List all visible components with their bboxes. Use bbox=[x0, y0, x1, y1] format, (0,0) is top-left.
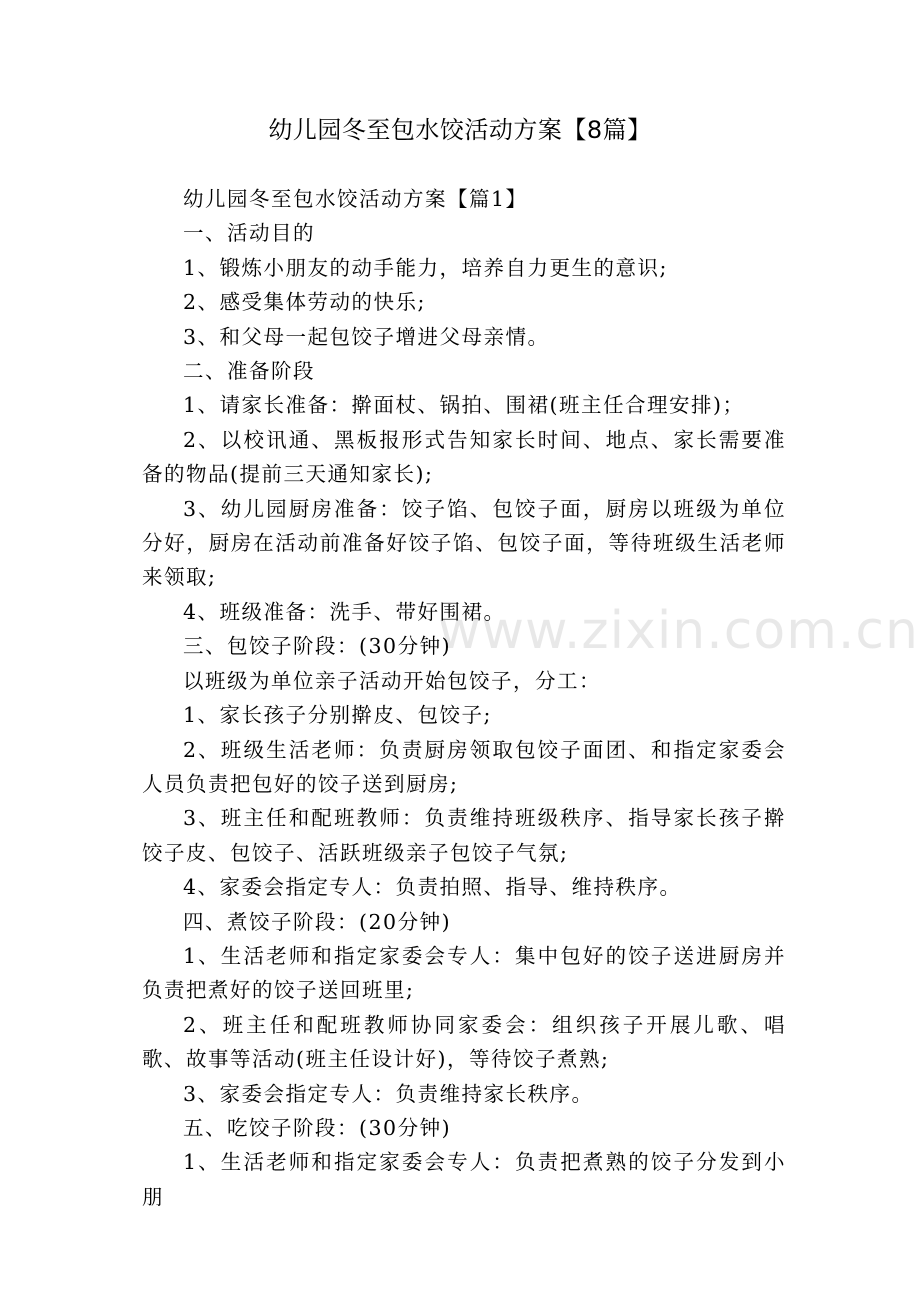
list-item: 3、班主任和配班教师：负责维持班级秩序、指导家长孩子擀饺子皮、包饺子、活跃班级亲子包饺子气氛; bbox=[142, 806, 786, 865]
list-item: 1、家长孩子分别擀皮、包饺子; bbox=[183, 703, 492, 728]
list-item: 1、请家长准备：擀面杖、锅拍、围裙(班主任合理安排)； bbox=[183, 393, 745, 418]
list-item: 2、班主任和配班教师协同家委会：组织孩子开展儿歌、唱歌、故事等活动(班主任设计好)，等待饺子煮熟; bbox=[142, 1012, 786, 1072]
list-item: 2、感受集体劳动的快乐; bbox=[183, 290, 426, 315]
document-body bbox=[142, 182, 786, 1214]
section-heading: 四、煮饺子阶段：(20分钟) bbox=[183, 909, 452, 934]
section-heading: 幼儿园冬至包水饺活动方案【篇1】 bbox=[183, 187, 528, 211]
section-heading: 一、活动目的 bbox=[183, 221, 315, 246]
paragraph: 以班级为单位亲子活动开始包饺子，分工： bbox=[183, 668, 601, 693]
list-item: 1、锻炼小朋友的动手能力，培养自力更生的意识; bbox=[183, 255, 668, 280]
watermark: www.zixin.com.cn bbox=[438, 601, 919, 661]
list-item: 4、班级准备：洗手、带好围裙。 bbox=[183, 599, 506, 624]
section-heading: 三、包饺子阶段：(30分钟) bbox=[183, 634, 452, 659]
list-item: 2、以校讯通、黑板报形式告知家长时间、地点、家长需要准备的物品(提前三天通知家长); bbox=[142, 427, 786, 487]
list-item: 3、家委会指定专人：负责维持家长秩序。 bbox=[183, 1081, 594, 1106]
list-item: 2、班级生活老师：负责厨房领取包饺子面团、和指定家委会人员负责把包好的饺子送到厨房; bbox=[142, 737, 786, 796]
document-title: 幼儿园冬至包水饺活动方案【8篇】 bbox=[268, 116, 652, 144]
list-item: 3、和父母一起包饺子增进父母亲情。 bbox=[183, 324, 550, 349]
list-item: 3、幼儿园厨房准备：饺子馅、包饺子面，厨房以班级为单位分好，厨房在活动前准备好饺子馅、包饺子面，等待班级生活老师来领取; bbox=[142, 496, 786, 590]
list-item: 4、家委会指定专人：负责拍照、指导、维持秩序。 bbox=[183, 875, 682, 900]
list-item: 1、生活老师和指定家委会专人：负责把煮熟的饺子分发到小朋 bbox=[142, 1150, 786, 1209]
list-item: 1、生活老师和指定家委会专人：集中包好的饺子送进厨房并负责把煮好的饺子送回班里; bbox=[142, 943, 786, 1003]
section-heading: 五、吃饺子阶段：(30分钟) bbox=[183, 1115, 452, 1140]
section-heading: 二、准备阶段 bbox=[183, 359, 315, 384]
